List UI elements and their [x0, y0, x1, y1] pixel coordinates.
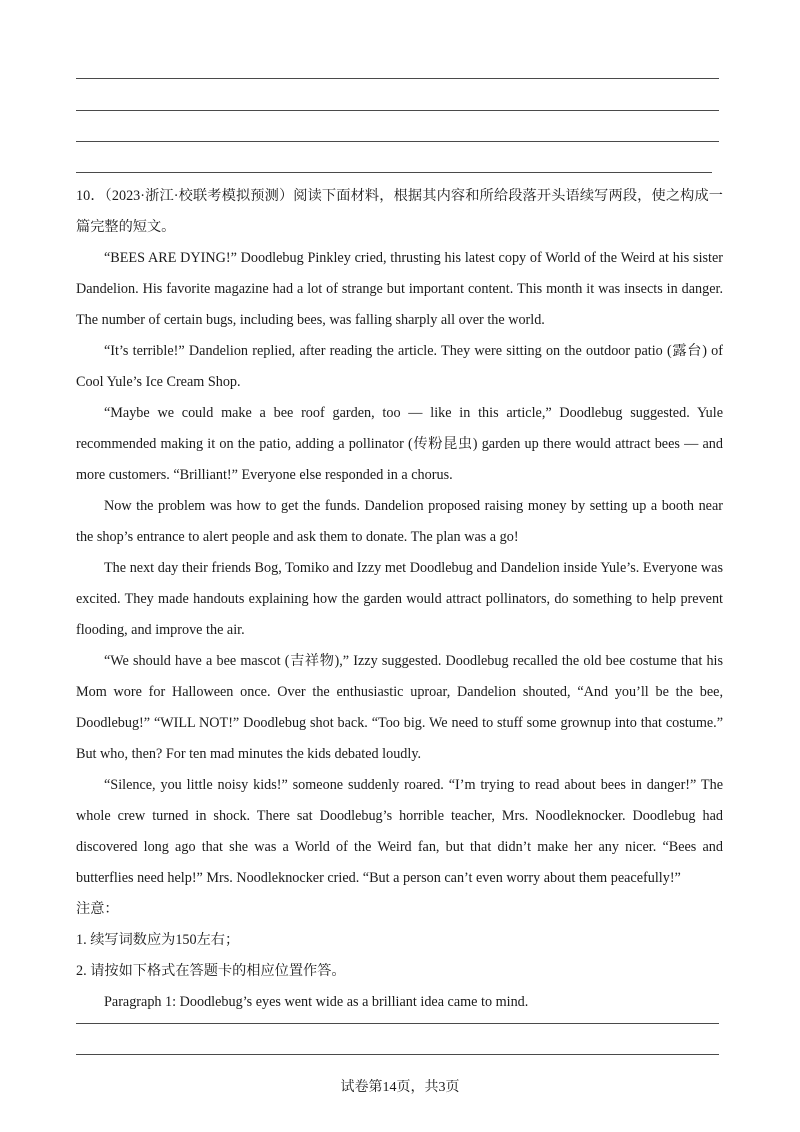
note-item: 2. 请按如下格式在答题卡的相应位置作答。	[76, 963, 346, 979]
answer-line	[76, 172, 712, 173]
story-paragraph: “Maybe we could make a bee roof garden, too — like in this article,” Doodlebug suggested. Yule recommended making it on the patio, adding a pollinator (传粉昆虫) garden up there would attract bees — and more customers. “Brilliant!” Everyone else responded in a chorus.	[76, 405, 723, 483]
paragraph1-prompt: Paragraph 1: Doodlebug’s eyes went wide as a brilliant idea came to mind.	[104, 994, 529, 1010]
answer-line	[76, 141, 719, 142]
question-header: 10．（2023·浙江·校联考模拟预测）阅读下面材料，根据其内容和所给段落开头语续写两段，使之构成一篇完整的短文。	[76, 188, 723, 235]
note-item: 1. 续写词数应为150左右；	[76, 932, 240, 948]
notes-title: 注意：	[76, 901, 119, 917]
page-footer: 试卷第14页，共3页	[340, 1080, 460, 1095]
story-paragraph: “We should have a bee mascot (吉祥物),” Izzy suggested. Doodlebug recalled the old bee costume that his Mom wore for Halloween once. Over the enthusiastic uproar, Dandelion shouted, “And you’ll be the bee, Doodlebug!” “WILL NOT!” Doodlebug shot back. “Too big. We need to stuff some grownup into that costume.” But who, then? For ten mad minutes the kids debated loudly.	[76, 653, 723, 762]
answer-line	[76, 78, 719, 79]
story-paragraph: “Silence, you little noisy kids!” someone suddenly roared. “I’m trying to read about bees in danger!” The whole crew turned in shock. There sat Doodlebug’s horrible teacher, Mrs. Noodleknocker. Doodlebug had discovered long ago that she was a World of the Weird fan, but that didn’t make her any nicer. “Bees and butterflies need help!” Mrs. Noodleknocker cried. “But a person can’t even worry about them peacefully!”	[76, 777, 723, 886]
answer-line	[76, 1023, 719, 1024]
story-paragraph: “It’s terrible!” Dandelion replied, after reading the article. They were sitting on the outdoor patio (露台) of Cool Yule’s Ice Cream Shop.	[76, 343, 723, 390]
answer-line	[76, 110, 719, 111]
story-paragraph: The next day their friends Bog, Tomiko and Izzy met Doodlebug and Dandelion inside Yule’s. Everyone was excited. They made handouts explaining how the garden would attract pollinators, do something to help prevent flooding, and improve the air.	[76, 560, 723, 638]
story-paragraph: “BEES ARE DYING!” Doodlebug Pinkley cried, thrusting his latest copy of World of the Weird at his sister Dandelion. His favorite magazine had a lot of strange but important content. This month it was insects in danger. The number of certain bugs, including bees, was falling sharply all over the world.	[76, 250, 723, 328]
question-10	[76, 181, 723, 1018]
answer-line	[76, 1054, 719, 1055]
story-paragraph: Now the problem was how to get the funds. Dandelion proposed raising money by setting up a booth near the shop’s entrance to alert people and ask them to donate. The plan was a go!	[76, 498, 723, 545]
